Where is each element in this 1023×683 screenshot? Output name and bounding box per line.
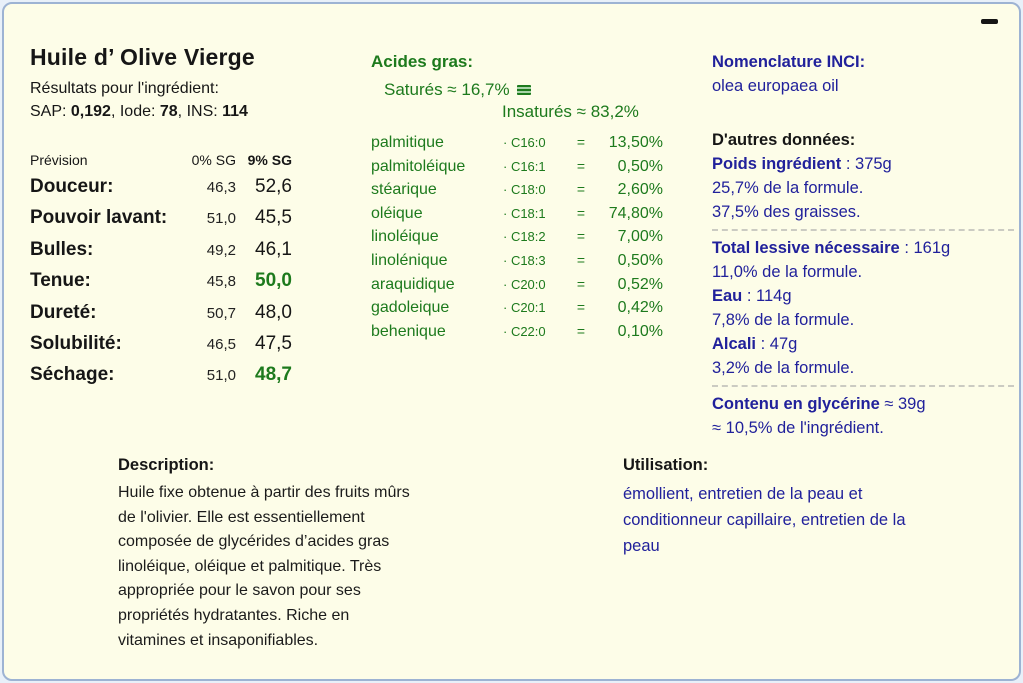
fatty-acid-name: gadoleique xyxy=(371,299,450,317)
fatty-acid-list xyxy=(371,131,663,343)
ins-value: 114 xyxy=(222,103,248,120)
fatty-acid-code: · C18:0 xyxy=(503,182,546,198)
utilisation-text: émollient, entretien de la peau et conditionneur capillaire, entretien de la peau xyxy=(623,485,906,555)
fatty-acid-name: stéarique xyxy=(371,181,437,199)
table-row xyxy=(30,176,292,207)
alkali-value: : 47g xyxy=(756,335,798,353)
alkali-line xyxy=(712,332,1014,356)
prediction-value-9sg: 48,7 xyxy=(255,364,292,386)
utilisation-heading: Utilisation: xyxy=(623,456,709,474)
fatty-acid-equals: = xyxy=(576,275,586,292)
fatty-acid-percentage: 74,80% xyxy=(608,204,663,222)
table-row xyxy=(30,333,292,364)
fatty-acid-equals: = xyxy=(576,181,586,198)
prediction-row-label: Douceur: xyxy=(30,176,114,197)
fatty-acid-equals: = xyxy=(576,134,586,150)
fatty-acid-percentage: 0,50% xyxy=(617,157,663,175)
fatty-acid-percentage: 13,50% xyxy=(608,134,663,151)
description-heading: Description: xyxy=(118,456,215,474)
lye-formula-pct: 11,0% de la formule. xyxy=(712,263,863,281)
prediction-row-label: Pouvoir lavant: xyxy=(30,207,168,229)
prediction-value-0sg: 49,2 xyxy=(206,241,236,259)
list-item xyxy=(371,320,663,344)
glycerine-label: Contenu en glycérine xyxy=(712,395,880,413)
fatty-acid-percentage: 0,50% xyxy=(617,251,663,269)
lye-total-label: Total lessive nécessaire xyxy=(712,239,900,257)
fatty-acids-column xyxy=(371,52,663,343)
prediction-value-0sg: 51,0 xyxy=(206,210,236,228)
sap-value: 0,192 xyxy=(70,103,111,120)
fatty-acid-equals: = xyxy=(576,204,586,221)
left-column xyxy=(30,44,292,396)
sap-iode-ins-line xyxy=(30,103,292,121)
prediction-value-9sg: 47,5 xyxy=(255,332,292,354)
fatty-acid-code: · C22:0 xyxy=(503,323,546,339)
prediction-value-9sg: 48,0 xyxy=(255,301,292,323)
table-row xyxy=(30,270,292,301)
fatty-acid-name: behenique xyxy=(371,322,446,340)
table-row xyxy=(30,207,292,238)
unsaturated-line: Insaturés ≈ 83,2% xyxy=(502,102,639,121)
list-item xyxy=(371,155,663,179)
prediction-row-label: Bulles: xyxy=(30,238,94,260)
list-item xyxy=(371,202,663,226)
prediction-value-0sg: 46,5 xyxy=(206,335,236,353)
alkali-label: Alcali xyxy=(712,335,757,353)
ingredient-result-panel xyxy=(2,2,1021,681)
fatty-acid-equals: = xyxy=(576,322,586,339)
glycerine-line xyxy=(712,392,1014,416)
ingredient-title: Huile d’ Olive Vierge xyxy=(30,44,255,70)
fatty-acids-heading: Acides gras: xyxy=(371,52,474,71)
prediction-table-header xyxy=(30,152,292,168)
fatty-acid-name: palmitique xyxy=(371,134,444,151)
prediction-table xyxy=(30,152,292,396)
fatty-acid-name: araquidique xyxy=(371,275,455,293)
fatty-acid-equals: = xyxy=(576,157,586,174)
fatty-acid-code: · C18:3 xyxy=(503,252,546,268)
glycerine-value: ≈ 39g xyxy=(879,395,926,413)
list-item xyxy=(371,296,663,320)
table-row xyxy=(30,239,292,270)
iode-label: , Iode: xyxy=(110,103,160,120)
list-item xyxy=(371,178,663,202)
fatty-acid-code: · C20:1 xyxy=(503,300,546,316)
prediction-row-label: Séchage: xyxy=(30,364,115,386)
fatty-acid-equals: = xyxy=(576,228,586,245)
fatty-acid-code: · C18:2 xyxy=(503,229,546,245)
results-subtitle: Résultats pour l'ingrédient: xyxy=(30,80,219,97)
alkali-formula-pct: 3,2% de la formule. xyxy=(712,359,855,377)
fatty-acid-code: · C20:0 xyxy=(503,276,546,292)
utilisation-block xyxy=(623,456,925,559)
fatty-acid-equals: = xyxy=(576,299,586,316)
water-formula-pct: 7,8% de la formule. xyxy=(712,311,855,329)
fatty-acid-name: linolénique xyxy=(371,251,448,269)
prediction-value-0sg: 51,0 xyxy=(206,367,236,385)
list-item xyxy=(371,225,663,249)
water-line xyxy=(712,284,1014,308)
dashed-divider xyxy=(712,385,1014,387)
saturated-stripes-icon[interactable] xyxy=(517,85,531,95)
table-row xyxy=(30,364,292,395)
prediction-value-9sg: 50,0 xyxy=(255,270,292,292)
fatty-acid-name: oléique xyxy=(371,204,423,222)
lye-total-line xyxy=(712,236,1014,260)
column-header-0sg: 0% SG xyxy=(191,152,236,168)
ins-label: , INS: xyxy=(177,103,223,120)
prediction-value-0sg: 45,8 xyxy=(206,273,236,291)
water-label: Eau xyxy=(712,287,743,305)
lye-total-value: : 161g xyxy=(899,239,951,257)
prediction-row-label: Solubilité: xyxy=(30,332,122,354)
description-text: Huile fixe obtenue à partir des fruits mûrs de l'olivier. Elle est essentiellement composée de glycérides d’acides gras linoléique, oléique et palmitique. Très appropriée pour le savon pour ses propriétés hydratantes. Riche en vitamines et insaponifiables. xyxy=(118,484,410,649)
list-item xyxy=(371,249,663,273)
inci-value: olea europaea oil xyxy=(712,77,839,95)
prediction-value-9sg: 52,6 xyxy=(255,176,292,197)
ingredient-weight-fats-pct: 37,5% des graisses. xyxy=(712,203,861,221)
water-value: : 114g xyxy=(742,287,792,305)
fatty-acid-percentage: 7,00% xyxy=(617,228,663,246)
ingredient-weight-label: Poids ingrédient xyxy=(712,155,842,173)
other-data-heading: D'autres données: xyxy=(712,131,856,149)
ingredient-weight-formula-pct: 25,7% de la formule. xyxy=(712,179,864,197)
saturated-label: Saturés ≈ 16,7% xyxy=(384,80,510,99)
fatty-acid-name: palmitoléique xyxy=(371,157,466,175)
fatty-acid-code: · C16:1 xyxy=(503,158,546,174)
minimize-button[interactable] xyxy=(981,19,998,24)
fatty-acid-equals: = xyxy=(576,251,586,268)
iode-value: 78 xyxy=(159,103,178,120)
fatty-acid-code: · C16:0 xyxy=(503,135,546,150)
sap-label: SAP: xyxy=(30,103,71,120)
prediction-value-0sg: 46,3 xyxy=(206,179,236,196)
fatty-acid-code: · C18:1 xyxy=(503,205,546,221)
ingredient-weight-value: : 375g xyxy=(841,155,892,173)
fatty-acid-percentage: 0,52% xyxy=(617,275,663,293)
prediction-value-9sg: 46,1 xyxy=(255,238,292,260)
dashed-divider xyxy=(712,229,1014,231)
inci-heading: Nomenclature INCI: xyxy=(712,53,866,71)
glycerine-ingredient-pct: ≈ 10,5% de l'ingrédient. xyxy=(712,419,884,437)
list-item xyxy=(371,131,663,155)
fatty-acid-percentage: 2,60% xyxy=(617,181,663,199)
prediction-header-label: Prévision xyxy=(30,152,88,168)
prediction-row-label: Dureté: xyxy=(30,301,97,323)
other-data-column xyxy=(712,50,1014,440)
fatty-acid-percentage: 0,42% xyxy=(617,299,663,317)
ingredient-weight-line xyxy=(712,152,1014,176)
fatty-acid-name: linoléique xyxy=(371,228,439,246)
prediction-value-0sg: 50,7 xyxy=(206,304,236,322)
saturated-line xyxy=(371,80,663,100)
list-item xyxy=(371,273,663,297)
column-header-9sg: 9% SG xyxy=(247,152,292,168)
table-row xyxy=(30,302,292,333)
fatty-acid-percentage: 0,10% xyxy=(617,322,663,340)
prediction-row-label: Tenue: xyxy=(30,270,91,292)
prediction-value-9sg: 45,5 xyxy=(255,207,292,229)
description-block xyxy=(118,456,418,653)
